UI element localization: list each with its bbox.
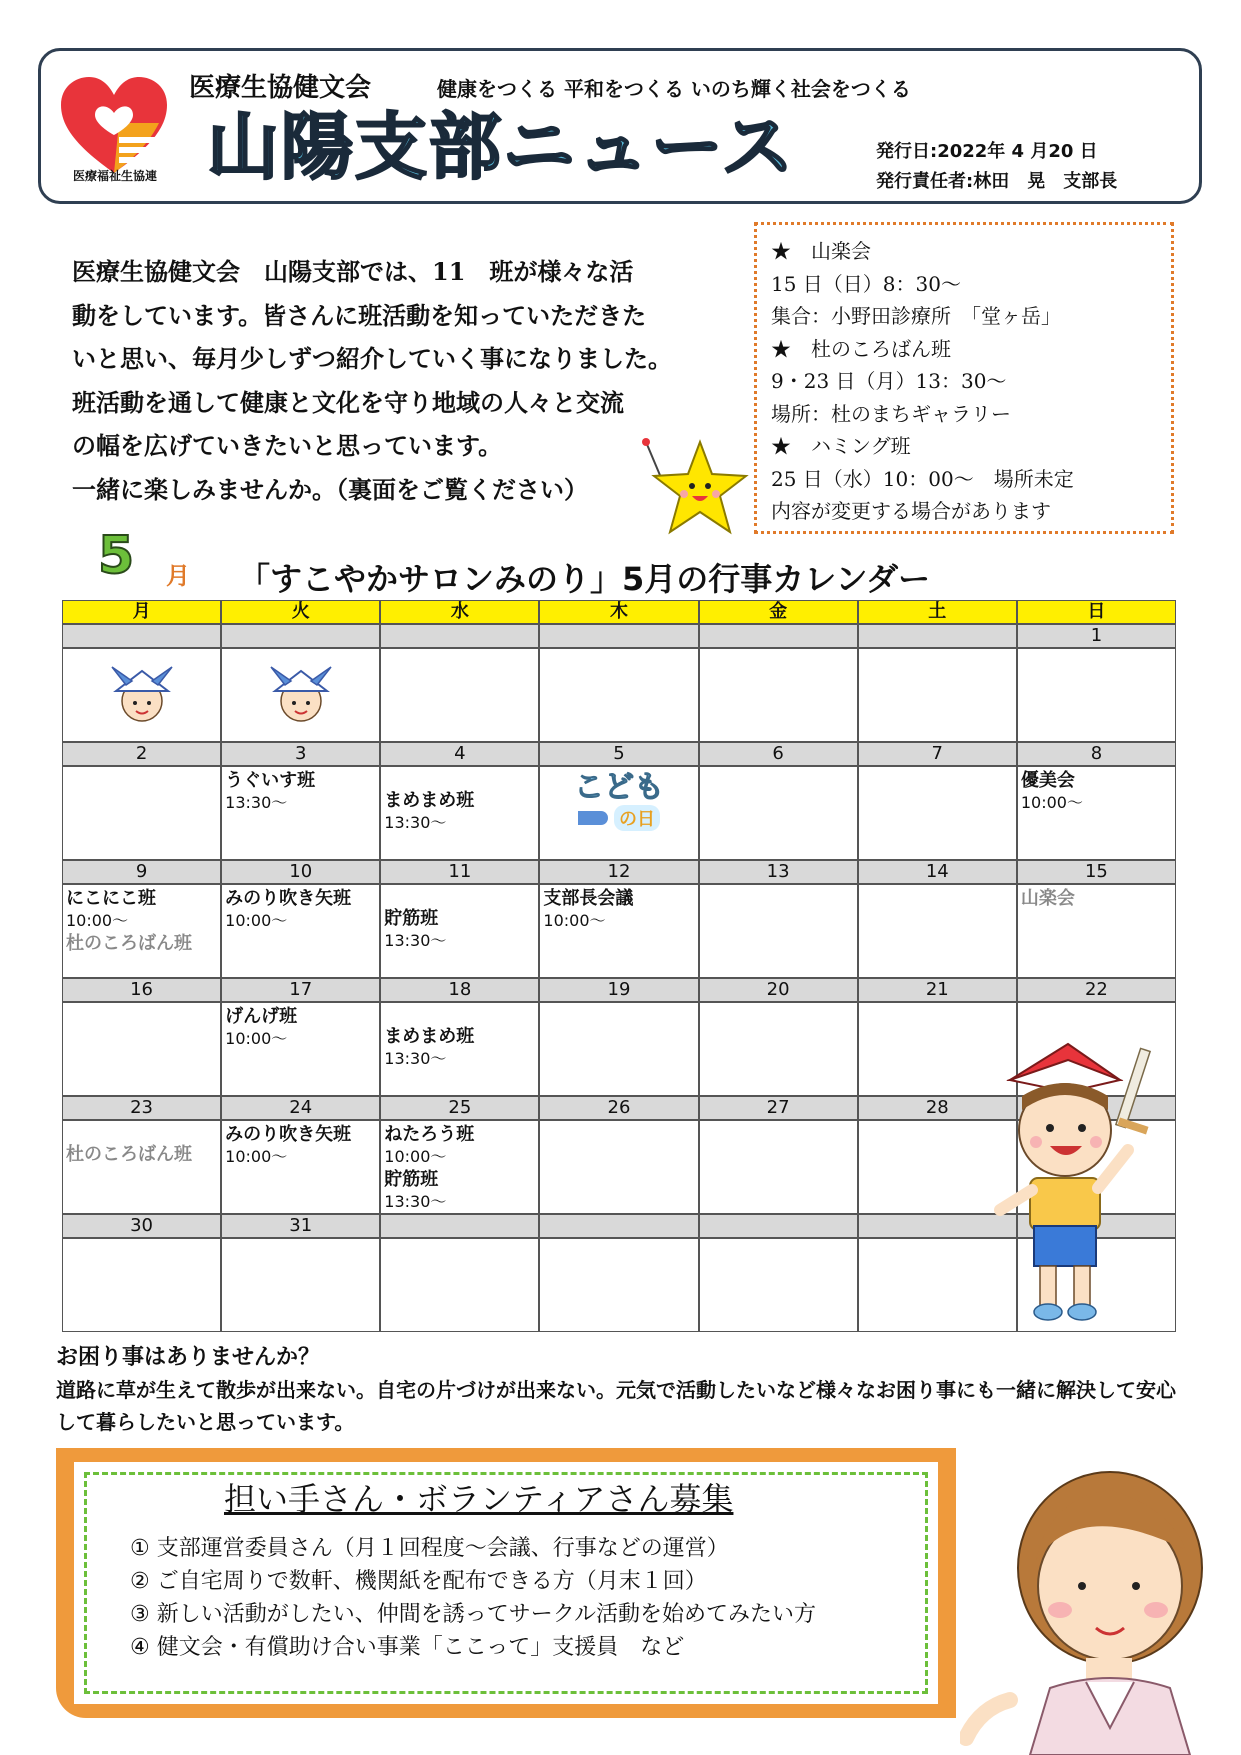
date-number-tuesday (221, 624, 380, 648)
issue-date: 発行日:2022年 4 月20 日 (876, 141, 1098, 162)
date-number-thursday (539, 1214, 698, 1238)
calendar-day-cell (221, 648, 380, 742)
date-number-row (62, 742, 1176, 766)
event-time: 10:00～ (66, 911, 129, 930)
date-number-friday: 13 (699, 860, 858, 884)
date-number-thursday: 12 (539, 860, 698, 884)
intro-line: 一緒に楽しみませんか。（裏面をご覧ください） (72, 474, 588, 504)
volunteer-recruitment-box (56, 1448, 956, 1718)
calendar-day-cell (858, 648, 1017, 742)
calendar-week-row (62, 648, 1176, 742)
date-number-wednesday: 25 (380, 1096, 539, 1120)
event-line: 集合：小野田診療所 「堂ヶ岳」 (771, 304, 1061, 328)
event-time: 13:30～ (225, 793, 288, 812)
issuer: 発行責任者:林田 晃 支部長 (876, 171, 1118, 192)
date-number-thursday (539, 624, 698, 648)
calendar-day-cell (380, 648, 539, 742)
intro-line: 医療生協健文会 山陽支部では、11 班が様々な活 (72, 257, 634, 286)
carp-streamer-icon (578, 811, 608, 825)
event-line: ★ ハミング班 (771, 434, 911, 458)
date-number-wednesday: 11 (380, 860, 539, 884)
calendar-day-cell (380, 766, 539, 860)
cell-spacer (384, 769, 535, 789)
calendar-day-cell (62, 1002, 221, 1096)
calendar-day-cell (380, 1238, 539, 1332)
intro-line: いと思い、毎月少しずつ紹介していく事になりました。 (72, 344, 672, 373)
event-name: まめまめ班 (384, 790, 475, 811)
calendar-day-cell (858, 884, 1017, 978)
date-number-friday: 27 (699, 1096, 858, 1120)
kodomo-no-hi-illustration (543, 769, 694, 831)
event-name: みのり吹き矢班 (225, 888, 352, 909)
event-time: 10:00～ (225, 1147, 288, 1166)
date-number-saturday: 7 (858, 742, 1017, 766)
event-time: 10:00～ (225, 1029, 288, 1048)
calendar-day-cell (539, 884, 698, 978)
calendar-day-cell (539, 648, 698, 742)
calendar-month-number: 5 (98, 526, 135, 586)
event-time: 10:00～ (543, 911, 606, 930)
date-number-friday (699, 624, 858, 648)
date-number-wednesday (380, 624, 539, 648)
event-time: 13:30～ (384, 813, 447, 832)
event-time: 10:00～ (384, 1147, 447, 1166)
date-number-monday: 16 (62, 978, 221, 1002)
date-number-saturday: 14 (858, 860, 1017, 884)
date-number-thursday: 19 (539, 978, 698, 1002)
intro-line: 班活動を通して健康と文化を守り地域の人々と交流 (72, 387, 624, 417)
cell-spacer (384, 887, 535, 907)
calendar-day-cell (1017, 884, 1176, 978)
event-time: 10:00～ (1020, 793, 1083, 812)
date-number-row (62, 978, 1176, 1002)
weekday-wednesday: 水 (380, 600, 539, 624)
calendar-day-cell (380, 1002, 539, 1096)
date-number-saturday: 21 (858, 978, 1017, 1002)
date-number-tuesday: 17 (221, 978, 380, 1002)
event-line: 15 日（日）8：30～ (771, 271, 961, 296)
date-number-sunday: 8 (1017, 742, 1176, 766)
kodomo-no-hi-text: の日 (614, 805, 660, 831)
event-line: 内容が変更する場合があります (771, 499, 1051, 523)
date-number-saturday: 28 (858, 1096, 1017, 1120)
event-name: ねたろう班 (384, 1124, 475, 1145)
intro-paragraph (72, 250, 732, 511)
calendar-week-row (62, 884, 1176, 978)
event-time: 13:30～ (384, 1049, 447, 1068)
event-name: 支部長会議 (543, 888, 634, 909)
event-time: 13:30～ (384, 931, 447, 950)
event-time: 10:00～ (225, 911, 288, 930)
calendar-day-cell (699, 648, 858, 742)
calendar-day-cell (858, 766, 1017, 860)
woman-presenting-illustration (960, 1468, 1210, 1755)
org-name: 医療生協健文会 (189, 73, 372, 103)
date-number-tuesday: 24 (221, 1096, 380, 1120)
event-line: 場所：杜のまちギャラリー (771, 401, 1011, 426)
date-number-monday: 2 (62, 742, 221, 766)
calendar-day-cell (62, 884, 221, 978)
logo-caption: 医療福祉生協連 (72, 169, 157, 183)
date-number-sunday: 1 (1017, 624, 1176, 648)
calendar-day-cell (62, 648, 221, 742)
event-name: 優美会 (1020, 770, 1075, 791)
calendar-day-cell (539, 1002, 698, 1096)
calendar-day-cell (699, 1002, 858, 1096)
star-mascot-icon (640, 438, 750, 538)
event-name: にこにこ班 (66, 888, 156, 909)
calendar-day-cell (699, 1238, 858, 1332)
date-number-friday (699, 1214, 858, 1238)
calendar-day-cell (380, 1120, 539, 1214)
trouble-heading: お困り事はありませんか？ (56, 1345, 321, 1370)
volunteer-heading: 担い手さん・ボランティアさん募集 (224, 1480, 734, 1518)
kodomo-text: こども (573, 770, 664, 805)
calendar-day-cell (221, 884, 380, 978)
date-number-tuesday: 31 (221, 1214, 380, 1238)
calendar-day-cell (1017, 648, 1176, 742)
volunteer-item: ③ 新しい活動がしたい、仲間を誘ってサークル活動を始めてみたい方 (130, 1602, 817, 1627)
date-number-friday: 20 (699, 978, 858, 1002)
event-name: まめまめ班 (384, 1026, 475, 1047)
event-notice-box (754, 222, 1174, 534)
calendar-day-cell (62, 766, 221, 860)
calendar-day-cell (221, 1238, 380, 1332)
date-number-friday: 6 (699, 742, 858, 766)
event-time: 13:30～ (384, 1192, 447, 1211)
date-number-sunday: 15 (1017, 860, 1176, 884)
date-number-tuesday: 3 (221, 742, 380, 766)
date-number-saturday (858, 624, 1017, 648)
weekday-friday: 金 (699, 600, 858, 624)
calendar-day-cell (380, 884, 539, 978)
event-name: うぐいす班 (225, 770, 316, 791)
newsletter-title: 山陽支部ニュース (207, 105, 796, 189)
date-number-thursday: 5 (539, 742, 698, 766)
cell-spacer (66, 1123, 217, 1143)
event-name: 杜のころばん班 (66, 1144, 192, 1165)
calendar-week-row (62, 766, 1176, 860)
event-line: ★ 山楽会 (771, 239, 871, 263)
event-line: 25 日（水）10：00～ 場所未定 (771, 466, 1074, 491)
intro-line: の幅を広げていきたいと思っています。 (72, 431, 503, 460)
volunteer-item: ④ 健文会・有償助け合い事業「ここって」支援員 など (130, 1635, 685, 1660)
calendar-day-cell (699, 1120, 858, 1214)
calendar-day-cell (539, 1238, 698, 1332)
calendar-day-cell (539, 1120, 698, 1214)
calendar-month-unit: 月 (166, 562, 190, 590)
weekday-monday: 月 (62, 600, 221, 624)
date-number-wednesday (380, 1214, 539, 1238)
date-number-monday: 30 (62, 1214, 221, 1238)
calendar-day-cell (539, 766, 698, 860)
date-number-monday: 23 (62, 1096, 221, 1120)
event-name: 貯筋班 (384, 1169, 439, 1190)
calendar-day-cell (221, 1002, 380, 1096)
calendar-day-cell (221, 766, 380, 860)
boy-with-sword-illustration (990, 1040, 1160, 1330)
date-number-tuesday: 10 (221, 860, 380, 884)
calendar-day-cell (699, 766, 858, 860)
calendar-day-cell (62, 1120, 221, 1214)
date-number-row (62, 860, 1176, 884)
volunteer-item: ① 支部運営委員さん（月１回程度～会議、行事などの運営） (130, 1536, 729, 1561)
date-number-sunday: 22 (1017, 978, 1176, 1002)
event-line: 9・23 日（月）13：30～ (771, 369, 1007, 393)
event-name: 貯筋班 (384, 908, 439, 929)
date-number-wednesday: 18 (380, 978, 539, 1002)
trouble-text: 道路に草が生えて散歩が出来ない。自宅の片づけが出来ない。元気で活動したいなど様々なお困り事にも一緒に解決して安心して暮らしたいと思っています。 (56, 1378, 1176, 1434)
intro-line: 動をしています。皆さんに班活動を知っていただきた (72, 300, 647, 330)
tagline: 健康をつくる 平和をつくる いのち輝く社会をつくる (437, 77, 911, 101)
volunteer-list (130, 1532, 816, 1664)
calendar-title: 「すこやかサロンみのり」5月の行事カレンダー (238, 560, 931, 598)
volunteer-paper (74, 1462, 938, 1704)
event-line: ★ 杜のころばん班 (771, 336, 951, 361)
weekday-thursday: 木 (539, 600, 698, 624)
calendar-day-cell (221, 1120, 380, 1214)
kabuto-child-icon (261, 661, 341, 725)
weekday-saturday: 土 (858, 600, 1017, 624)
newsletter-header (38, 48, 1202, 204)
cell-spacer (384, 1005, 535, 1025)
weekday-header-row (62, 600, 1176, 624)
event-name: 杜のころばん班 (66, 933, 192, 954)
calendar-day-cell (699, 884, 858, 978)
volunteer-item: ② ご自宅周りで数軒、機関紙を配布できる方（月末１回） (130, 1569, 707, 1594)
kabuto-child-icon (102, 661, 182, 725)
weekday-sunday: 日 (1017, 600, 1176, 624)
calendar-day-cell (62, 1238, 221, 1332)
calendar-day-cell (1017, 766, 1176, 860)
event-name: みのり吹き矢班 (225, 1124, 352, 1145)
date-number-monday: 9 (62, 860, 221, 884)
date-number-monday (62, 624, 221, 648)
date-number-thursday: 26 (539, 1096, 698, 1120)
weekday-tuesday: 火 (221, 600, 380, 624)
date-number-row (62, 624, 1176, 648)
event-name: 山楽会 (1020, 888, 1075, 909)
event-name: げんげ班 (225, 1006, 298, 1027)
date-number-wednesday: 4 (380, 742, 539, 766)
